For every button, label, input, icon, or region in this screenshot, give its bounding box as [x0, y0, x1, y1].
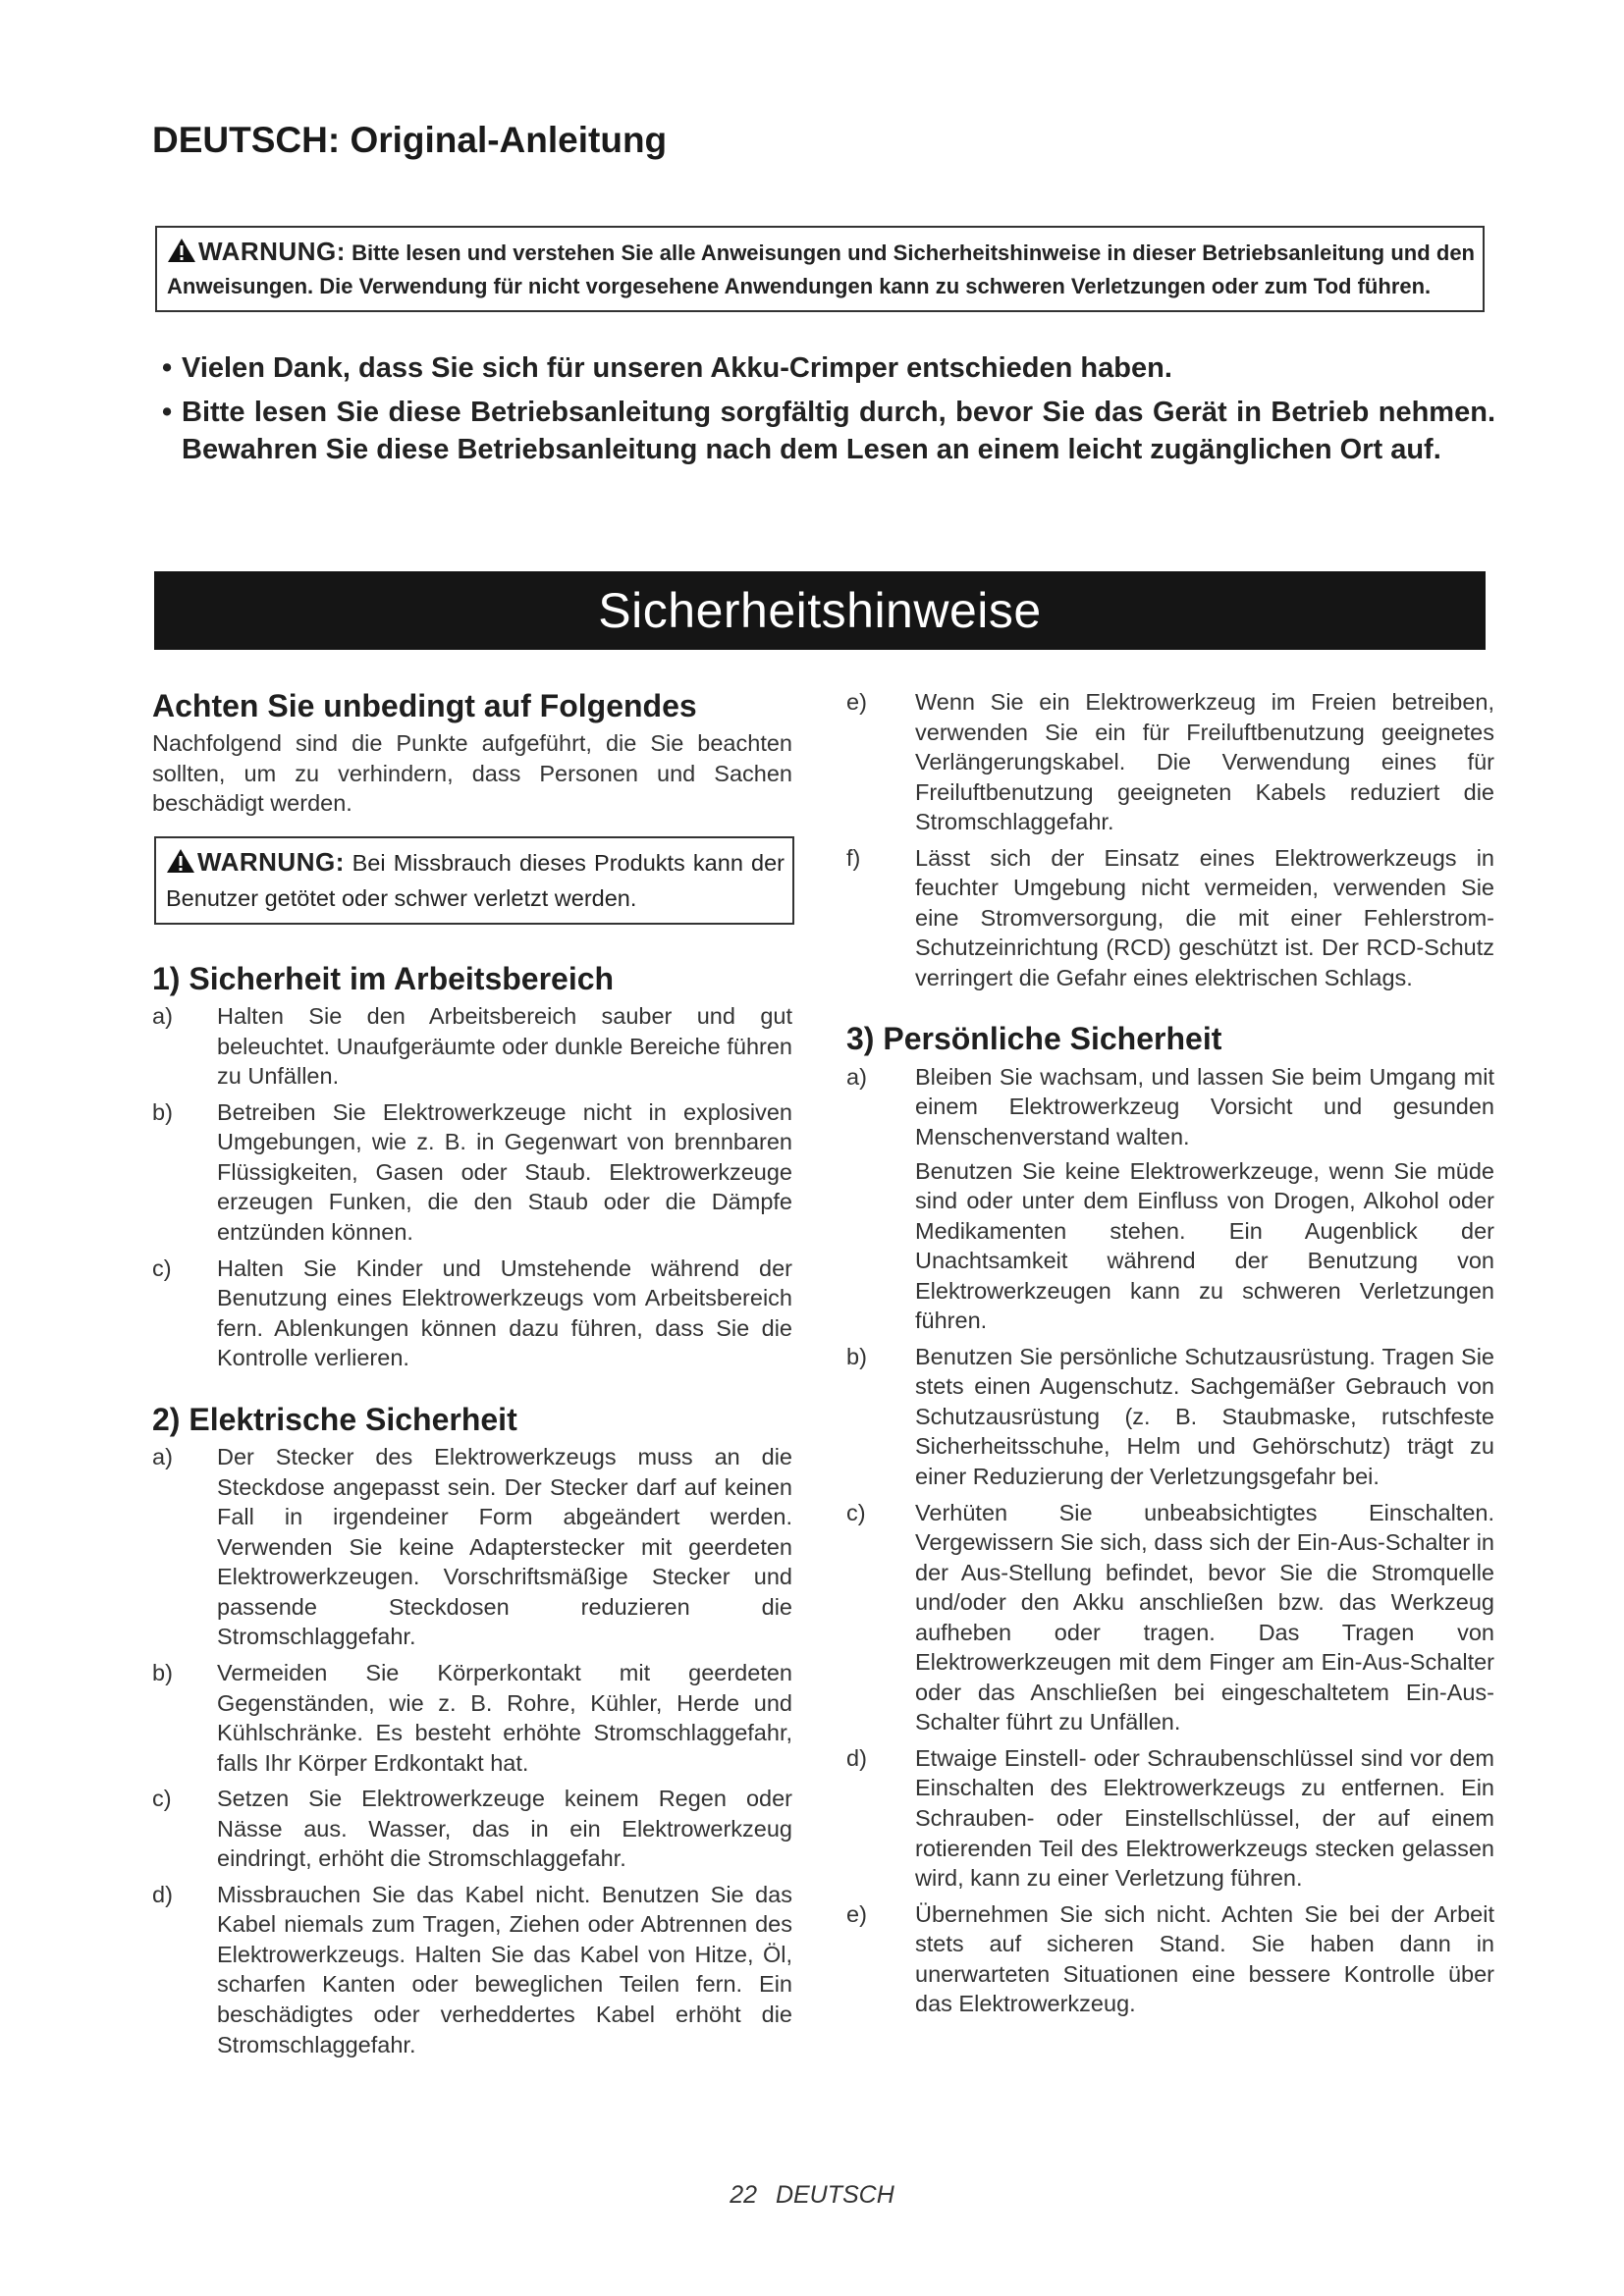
- list-item: a) Der Stecker des Elektrowerkzeugs muss an die Steckdose angepasst sein. Der Stecker darf auf keinen Fall in irgendeiner Form abgeändert werden. Verwenden Sie keine Adapterstecker mit geerdeten Elektrowerkzeugen. Vorschriftsmäßige Stecker und passende Steckdosen reduzieren die Stromschlaggefahr.: [152, 1444, 792, 1650]
- warning-triangle-icon: [167, 238, 196, 263]
- attention-title: Achten Sie unbedingt auf Folgendes: [152, 688, 697, 723]
- section-banner: Sicherheitshinweise: [154, 571, 1486, 650]
- page-title: DEUTSCH: Original-Anleitung: [152, 120, 668, 160]
- list-item: f) Lässt sich der Einsatz eines Elektrowerkzeugs in feuchter Umgebung nicht vermeiden, verwenden Sie eine Stromversorgung, die mit einer Fehlerstrom-Schutzeinrichtung (RCD) geschützt ist. Der RCD-Schutz verringert die Gefahr eines elektrischen Schlags.: [846, 844, 1494, 990]
- list-item: b) Betreiben Sie Elektrowerkzeuge nicht in explosiven Umgebungen, wie z. B. in Gegenwart von brennbaren Flüssigkeiten, Gasen oder Staub. Elektrowerkzeuge erzeugen Funken, die den Staub oder die Dämpfe entzünden können.: [152, 1098, 792, 1245]
- page-footer: [0, 2181, 1624, 2210]
- list-item: c) Verhüten Sie unbeabsichtigtes Einschalten. Vergewissern Sie sich, dass sich der Ein-Aus-Schalter in der Aus-Stellung befindet, bevor Sie die Stromquelle und/oder den Akku anschließen bzw. das Werkzeug aufheben oder tragen. Das Tragen von Elektrowerkzeugen mit dem Finger am Ein-Aus-Schalter oder das Anschließen bei eingeschaltetem Ein-Aus-Schalter führt zu Unfällen.: [846, 1499, 1494, 1735]
- left-warning-label: WARNUNG:: [166, 847, 345, 877]
- page-number: 22: [730, 2181, 757, 2209]
- bullet-icon: •: [162, 396, 173, 428]
- list-item: d) Etwaige Einstell- oder Schraubenschlüssel sind vor dem Einschalten des Elektrowerkzeugs zu entfernen. Ein Schrauben- oder Einstellschlüssel, der auf einem rotierenden Teil des Elektrowerkzeugs stecken gelassen wird, kann zu einer Verletzung führen.: [846, 1744, 1494, 1892]
- personal-list: [846, 1062, 1494, 2019]
- left-warning-text: Bei Missbrauch dieses Produkts kann der Benutzer getötet oder schwer verletzt werden.: [166, 850, 785, 911]
- list-item: d) Missbrauchen Sie das Kabel nicht. Benutzen Sie das Kabel niemals zum Tragen, Ziehen oder Abtrennen des Elektrowerkzeugs. Halten Sie das Kabel von Hitze, Öl, scharfen Kanten oder beweglichen Teilen fern. Ein beschädigtes oder verheddertes Kabel erhöht die Stromschlaggefahr.: [152, 1881, 792, 2057]
- list-item: a) Halten Sie den Arbeitsbereich sauber und gut beleuchtet. Unaufgeräumte oder dunkle Bereiche führen zu Unfällen.: [152, 1003, 792, 1090]
- electrical-list: [152, 1442, 792, 2059]
- warning-triangle-icon: [166, 848, 195, 874]
- intro-list: [162, 349, 1495, 475]
- list-item: b) Benutzen Sie persönliche Schutzausrüstung. Tragen Sie stets einen Augenschutz. Sachgemäßer Gebrauch von Schutzausrüstung (z. B. Staubmaske, rutschfeste Sicherheitsschuhe, Helm und Gehörschutz) trägt zu einer Reduzierung der Verletzungsgefahr bei.: [846, 1343, 1494, 1489]
- work-area-title: 1) Sicherheit im Arbeitsbereich: [152, 960, 615, 996]
- intro-item: • Bitte lesen Sie diese Betriebsanleitung sorgfältig durch, bevor Sie das Gerät in Betrieb nehmen. Bewahren Sie diese Betriebsanleitung nach dem Lesen an einem leicht zugänglichen Ort auf.: [162, 394, 1495, 469]
- list-item: a) Bleiben Sie wachsam, und lassen Sie beim Umgang mit einem Elektrowerkzeug Vorsicht und gesunden Menschenverstand walten. Benutzen Sie keine Elektrowerkzeuge, wenn Sie müde sind oder unter dem Einfluss von Drogen, Alkohol oder Medikamenten stehen. Ein Augenblick der Unachtsamkeit während der Benutzung von Elektrowerkzeugen kann zu schweren Verletzungen führen.: [846, 1063, 1494, 1334]
- list-item: e) Übernehmen Sie sich nicht. Achten Sie bei der Arbeit stets auf sicheren Stand. Sie haben dann in unerwarteten Situationen eine bessere Kontrolle über das Elektrowerkzeug.: [846, 1900, 1494, 2017]
- intro-item: • Vielen Dank, dass Sie sich für unseren Akku-Crimper entschieden haben.: [162, 349, 1495, 388]
- work-area-list: [152, 1001, 792, 1373]
- top-warning-box: [155, 226, 1485, 312]
- list-item: b) Vermeiden Sie Körperkontakt mit geerdeten Gegenständen, wie z. B. Rohre, Kühler, Herde und Kühlschränke. Es besteht erhöhte Stromschlaggefahr, falls Ihr Körper Erdkontakt hat.: [152, 1659, 792, 1776]
- personal-title: 3) Persönliche Sicherheit: [846, 1021, 1222, 1057]
- top-warning-label: WARNUNG:: [167, 237, 346, 266]
- attention-text: Nachfolgend sind die Punkte aufgeführt, die Sie beachten sollten, um zu verhindern, dass Personen und Sachen beschädigt werden.: [152, 730, 792, 817]
- right-column: [846, 687, 1494, 2047]
- top-warning-text: Bitte lesen und verstehen Sie alle Anweisungen und Sicherheitshinweise in dieser Betriebsanleitung und den Anweisungen. Die Verwendung für nicht vorgesehene Anwendungen kann zu schweren Verletzungen oder zum Tod führen.: [167, 240, 1475, 298]
- electrical-title: 2) Elektrische Sicherheit: [152, 1401, 517, 1437]
- left-column: [152, 687, 792, 2087]
- electrical-list-continued: [846, 687, 1494, 992]
- footer-language: DEUTSCH: [775, 2181, 894, 2209]
- list-item: c) Setzen Sie Elektrowerkzeuge keinem Regen oder Nässe aus. Wasser, das in ein Elektrowerkzeug eindringt, erhöht die Stromschlaggefahr.: [152, 1786, 792, 1872]
- list-item: c) Halten Sie Kinder und Umstehende während der Benutzung eines Elektrowerkzeugs vom Arbeitsbereich fern. Ablenkungen können dazu führen, dass Sie die Kontrolle verlieren.: [152, 1255, 792, 1371]
- list-item: e) Wenn Sie ein Elektrowerkzeug im Freien betreiben, verwenden Sie ein für Freiluftbenutzung geeignetes Verlängerungskabel. Die Verwendung eines für Freiluftbenutzung geeigneten Kabels reduziert die Stromschlaggefahr.: [846, 689, 1494, 835]
- left-warning-box: [154, 836, 794, 925]
- bullet-icon: •: [162, 352, 173, 384]
